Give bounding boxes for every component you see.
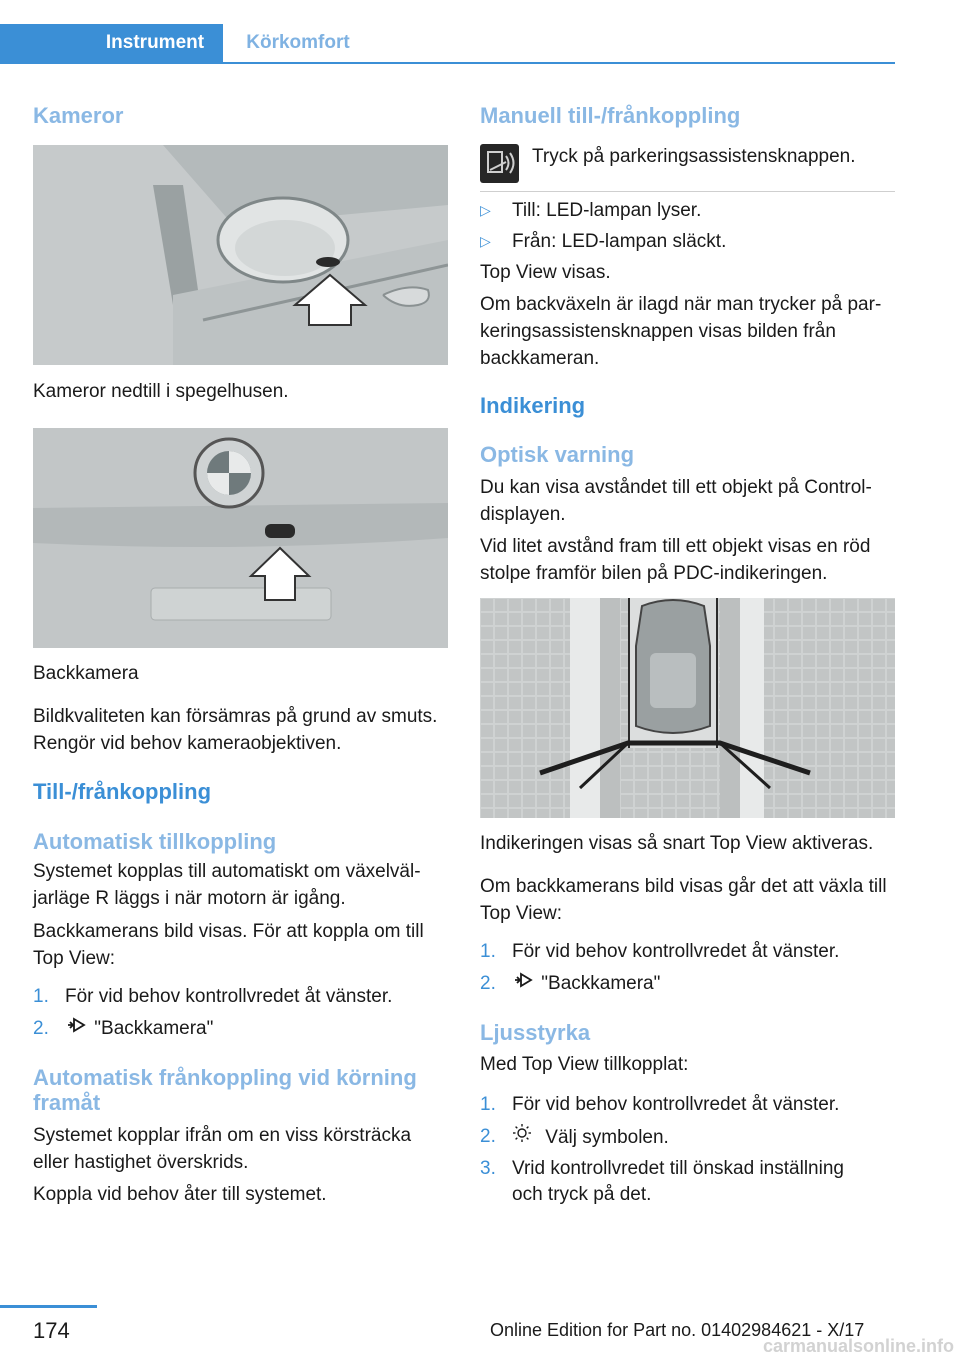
top-view-illustration (480, 598, 895, 818)
edition-info: Online Edition for Part no. 01402984621 - X/17 (490, 1320, 865, 1340)
brightness-sun-icon (512, 1123, 540, 1151)
caption-topview: Indikeringen visas så snart Top View aktiveras. (480, 833, 874, 854)
heading-auto-on: Automatisk tillkoppling (33, 829, 277, 854)
camera-symbol-icon (512, 970, 536, 997)
heading-on-off: Till-/frånkoppling (33, 779, 212, 804)
caption-rear-camera: Backkamera (33, 663, 139, 684)
para-auto-on-2: Backkamerans bild visas. För att koppla om till Top View: (33, 921, 424, 969)
rear-camera-illustration (33, 428, 448, 648)
para-optical-2: Vid litet avstånd fram till ett objekt visas en röd stolpe framför bilen på PDC-indikeringen. (480, 536, 871, 584)
mirror-camera-photo (33, 145, 448, 365)
para-switch: Om backkamerans bild visas går det att växla till Top View: (480, 876, 887, 924)
heading-optical: Optisk varning (480, 442, 635, 467)
tab-korkomfort[interactable]: Körkomfort (223, 24, 373, 62)
heading-cameras: Kameror (33, 103, 124, 128)
para-brightness: Med Top View tillkopplat: (480, 1054, 689, 1075)
parking-assist-button-icon (480, 144, 519, 183)
heading-brightness: Ljusstyrka (480, 1020, 591, 1045)
mirror-camera-illustration (33, 145, 448, 365)
tab-bar-accent (0, 24, 87, 62)
footer-accent-line (0, 1305, 97, 1308)
divider (480, 191, 895, 192)
caption-mirror: Kameror nedtill i spegelhusen. (33, 381, 289, 402)
para-auto-off-2: Koppla vid behov åter till systemet. (33, 1184, 327, 1205)
camera-symbol-icon (65, 1015, 89, 1042)
rear-camera-photo (33, 428, 448, 648)
triangle-bullet-icon: ▷ (480, 202, 491, 218)
para-topview: Top View visas. (480, 262, 611, 283)
triangle-bullet-icon: ▷ (480, 233, 491, 249)
page-number: 174 (33, 1318, 70, 1343)
chapter-tab-bar (0, 24, 895, 64)
heading-manual: Manuell till-/frånkoppling (480, 103, 741, 128)
top-view-display-image (480, 598, 895, 818)
para-auto-off-1: Systemet kopplar ifrån om en viss körsträcka eller hastighet överskrids. (33, 1125, 412, 1173)
heading-auto-off: Automatisk frånkoppling vid körning framåt (33, 1065, 417, 1115)
para-image-quality: Bildkvaliteten kan försämras på grund av smuts. Rengör vid behov kameraobjektiven. (33, 706, 438, 754)
tab-instrument[interactable]: Instrument (87, 24, 223, 62)
para-auto-on-1: Systemet kopplas till automatiskt om växelväl-jarläge R läggs i när motorn är igång. (33, 861, 421, 909)
para-reverse: Om backväxeln är ilagd när man trycker på par-keringsassistensknappen visas bilden från backkameran. (480, 294, 882, 369)
watermark: carmanualsonline.info (762, 1336, 954, 1356)
manual-instruction: Tryck på parkeringsassistensknappen. (532, 146, 856, 167)
para-optical-1: Du kan visa avståndet till ett objekt på Control-displayen. (480, 477, 872, 525)
heading-indication: Indikering (480, 393, 586, 418)
